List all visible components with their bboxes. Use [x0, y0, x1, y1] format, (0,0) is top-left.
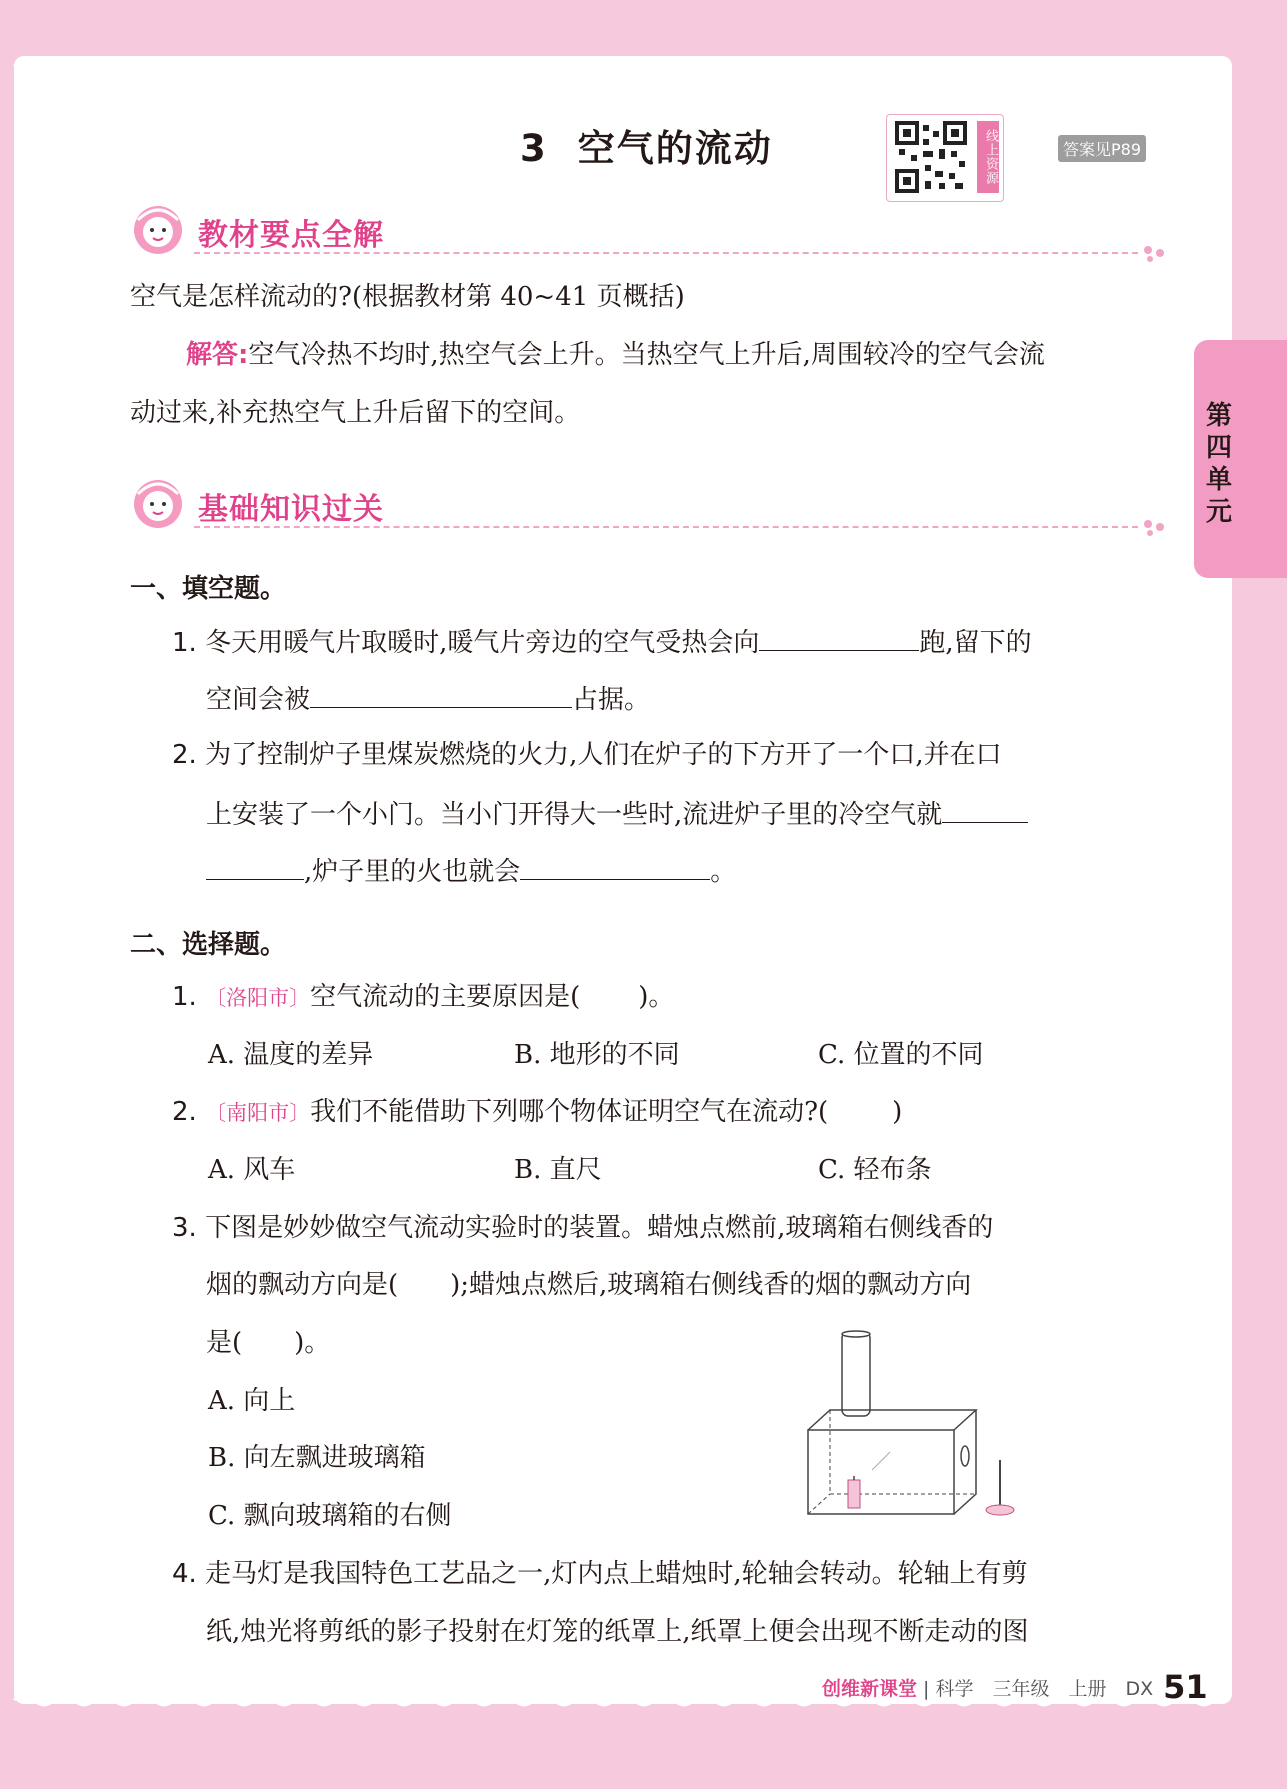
question-number: 1. [172, 982, 197, 1012]
region-tag: 〔洛阳市〕 [205, 986, 311, 1010]
choice-q1-text: 空气流动的主要原因是( [310, 982, 581, 1012]
choice-q4-line2: 纸,烛光将剪纸的影子投射在灯笼的纸罩上,纸罩上便会出现不断走动的图 [206, 1617, 1029, 1647]
choice-q3-line1 [172, 1213, 993, 1243]
dots-ornament-icon [1142, 244, 1168, 262]
choice-q2-option-b[interactable]: B. 直尺 [514, 1155, 602, 1185]
choice-q1-close: )。 [638, 982, 675, 1012]
fill-q2-text: 。 [710, 857, 737, 887]
dots-ornament-icon [1142, 518, 1168, 536]
section-title-key-points: 教材要点全解 [198, 218, 384, 253]
choice-q1-option-a[interactable]: A. 温度的差异 [208, 1040, 374, 1070]
section-header-key-points [128, 200, 1168, 260]
question-number: 1. [172, 628, 197, 658]
qr-code-icon [895, 121, 967, 193]
answer-label: 解答: [186, 340, 249, 370]
question-number: 2. [172, 1097, 197, 1127]
girl-mascot-icon [128, 200, 190, 256]
qr-code-box[interactable] [886, 114, 1004, 202]
fill-q1-text: 跑,留下的 [919, 628, 1032, 658]
footer-brand: 创维新课堂 [822, 1678, 918, 1700]
fill-q1-line2 [206, 683, 650, 715]
choice-q2-close: ) [892, 1097, 903, 1127]
fill-q1-text: 冬天用暖气片取暖时,暖气片旁边的空气受热会向 [205, 628, 760, 658]
section-divider [194, 526, 1138, 528]
choice-q2-option-a[interactable]: A. 风车 [208, 1155, 296, 1185]
answer-blank[interactable] [206, 855, 304, 880]
online-resource-label: 线上资源 [977, 121, 999, 193]
glass-box-apparatus-illustration [800, 1330, 1020, 1530]
section1-answer-line2: 动过来,补充热空气上升后留下的空间。 [130, 398, 581, 428]
choice-q3-option-b[interactable]: B. 向左飘进玻璃箱 [208, 1443, 426, 1473]
section1-question: 空气是怎样流动的?(根据教材第 40~41 页概括) [130, 282, 685, 312]
girl-mascot-icon [128, 474, 190, 530]
answer-blank[interactable] [759, 626, 919, 651]
footer-separator: | [917, 1678, 936, 1700]
section-title-basic-knowledge: 基础知识过关 [198, 492, 384, 527]
region-tag: 〔南阳市〕 [205, 1101, 311, 1125]
section-divider [194, 252, 1138, 254]
fill-q2-line2 [206, 798, 1028, 830]
lesson-title [520, 118, 773, 172]
section-header-basic-knowledge [128, 474, 1168, 534]
unit-side-tab-label: 第四单元 [1206, 401, 1233, 527]
choice-q1-option-b[interactable]: B. 地形的不同 [514, 1040, 680, 1070]
section1-answer-line1 [186, 340, 1045, 370]
choice-q2-stem [172, 1097, 902, 1128]
choice-q1-stem [172, 982, 674, 1013]
question-number: 4. [172, 1559, 197, 1589]
choice-q3-option-c[interactable]: C. 飘向玻璃箱的右侧 [208, 1501, 452, 1531]
choice-q3-line2: 烟的飘动方向是( );蜡烛点燃后,玻璃箱右侧线香的烟的飘动方向 [206, 1270, 972, 1300]
fill-in-heading: 一、填空题。 [130, 574, 287, 604]
lesson-title-text: 空气的流动 [577, 127, 773, 170]
unit-side-tab [1194, 340, 1287, 578]
fill-q2-text: ,炉子里的火也就会 [304, 857, 521, 887]
lesson-number: 3 [520, 127, 548, 170]
answer-reference-badge: 答案见P89 [1058, 135, 1146, 162]
answer-blank[interactable] [942, 798, 1028, 823]
fill-q2-text: 上安装了一个小门。当小门开得大一些时,流进炉子里的冷空气就 [206, 800, 943, 830]
fill-q2-line3 [206, 855, 736, 887]
choice-q2-option-c[interactable]: C. 轻布条 [818, 1155, 932, 1185]
choice-q3-text: 下图是妙妙做空气流动实验时的装置。蜡烛点燃前,玻璃箱右侧线香的 [205, 1213, 994, 1243]
answer-text-line1: 空气冷热不均时,热空气会上升。当热空气上升后,周围较冷的空气会流 [248, 340, 1045, 370]
question-number: 3. [172, 1213, 197, 1243]
choice-q4-text: 走马灯是我国特色工艺品之一,灯内点上蜡烛时,轮轴会转动。轮轴上有剪 [205, 1559, 1028, 1589]
choice-q4-line1 [172, 1559, 1028, 1589]
choice-q3-line3: 是( )。 [206, 1328, 331, 1358]
answer-blank[interactable] [520, 855, 710, 880]
page-footer [822, 1668, 1208, 1706]
choice-q1-option-c[interactable]: C. 位置的不同 [818, 1040, 984, 1070]
page-number: 51 [1163, 1668, 1208, 1706]
multiple-choice-heading: 二、选择题。 [130, 930, 287, 960]
fill-q1-line1 [172, 626, 1032, 658]
fill-q2-line1 [172, 740, 1002, 770]
fill-q2-text: 为了控制炉子里煤炭燃烧的火力,人们在炉子的下方开了一个口,并在口 [205, 740, 1002, 770]
choice-q3-option-a[interactable]: A. 向上 [208, 1386, 296, 1416]
question-number: 2. [172, 740, 197, 770]
fill-q1-text: 占据。 [572, 685, 651, 715]
answer-blank[interactable] [310, 683, 572, 708]
fill-q1-text: 空间会被 [206, 685, 311, 715]
footer-info: 科学 三年级 上册 DX [935, 1678, 1154, 1700]
choice-q2-text: 我们不能借助下列哪个物体证明空气在流动?( [310, 1097, 829, 1127]
